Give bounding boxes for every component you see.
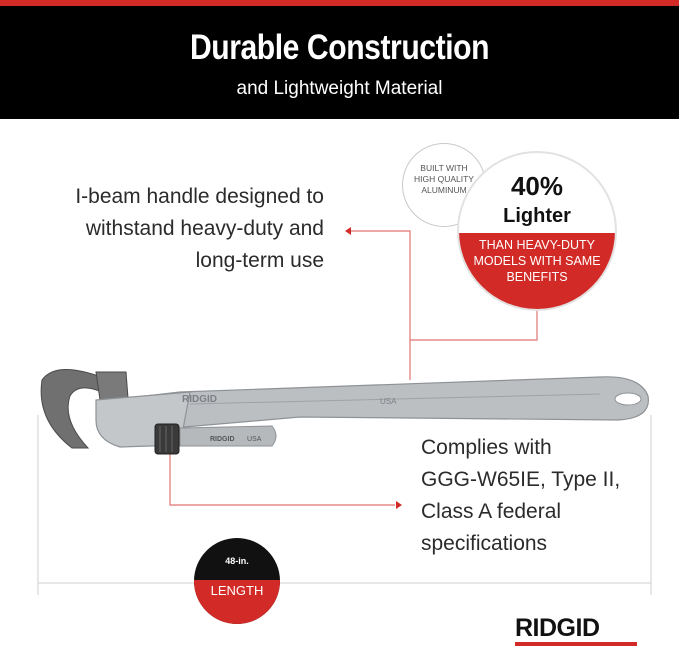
lighter-badge-line: THAN HEAVY-DUTY xyxy=(479,238,595,252)
lighter-badge-text xyxy=(469,237,605,285)
lighter-badge-line: MODELS WITH SAME xyxy=(473,254,601,268)
leader-arrow-compliance xyxy=(396,501,402,509)
leader-arrow-handle xyxy=(345,227,351,235)
leader-line-handle xyxy=(349,231,410,380)
hook-jaw xyxy=(41,369,104,448)
compliance-callout-line: specifications xyxy=(421,532,548,555)
aluminum-badge-line: BUILT WITH xyxy=(420,163,468,173)
handle-callout-line: I-beam handle designed to xyxy=(75,185,324,208)
handle-callout xyxy=(24,181,324,277)
leader-line-compliance xyxy=(170,445,395,505)
compliance-callout-line: Complies with xyxy=(421,436,552,459)
handle-country-mark: USA xyxy=(380,397,397,406)
compliance-callout xyxy=(421,432,671,560)
lighter-label: Lighter xyxy=(503,205,571,227)
hang-hole xyxy=(615,393,641,405)
aluminum-badge-line: ALUMINUM xyxy=(421,185,467,195)
aluminum-badge-line: HIGH QUALITY xyxy=(414,174,474,184)
handle-callout-line: long-term use xyxy=(195,249,324,272)
length-badge xyxy=(194,538,280,624)
handle-callout-line: withstand heavy-duty and xyxy=(85,217,324,240)
compliance-callout-line: GGG-W65IE, Type II, xyxy=(421,468,621,491)
lighter-percent: 40% xyxy=(510,171,564,201)
shank-country-mark: USA xyxy=(247,436,262,443)
length-label: LENGTH xyxy=(194,580,280,624)
page-subtitle: and Lightweight Material xyxy=(236,78,443,99)
brand-logo-underline xyxy=(515,642,637,646)
adjusting-nut xyxy=(155,424,179,454)
jaw-teeth xyxy=(96,372,128,400)
brand-logo: RIDGID xyxy=(515,614,600,642)
length-size: 48-in. xyxy=(225,556,249,566)
compliance-callout-line: Class A federal xyxy=(421,500,562,523)
lighter-badge-line: BENEFITS xyxy=(506,270,568,284)
handle-brand-mark: RIDGID xyxy=(182,394,217,405)
lighter-badge xyxy=(457,151,617,311)
page-title: Durable Construction xyxy=(189,28,490,67)
shank-brand-mark: RIDGID xyxy=(210,436,235,443)
